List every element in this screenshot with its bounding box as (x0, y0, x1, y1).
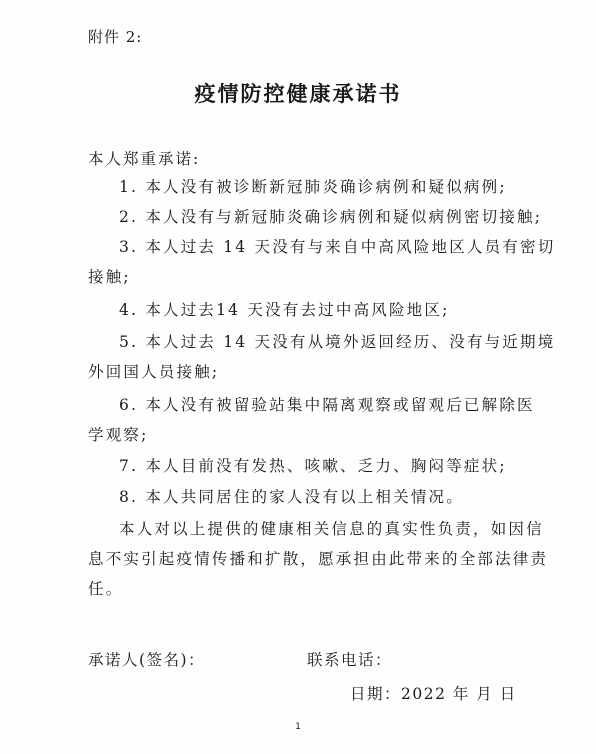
item-text-continued: 接触; (88, 268, 131, 286)
item-text: 4. 本人过去14 天没有去过中高风险地区; (119, 301, 450, 319)
commitment-item-1 (88, 172, 518, 202)
item-text: 3. 本人过去 14 天没有与来自中高风险地区人员有密切 (119, 238, 556, 256)
commitment-item-4 (88, 295, 518, 325)
item-text: 6. 本人没有被留验站集中隔离观察或留观后已解除医 (119, 396, 535, 414)
phone-label: 联系电话： (307, 651, 393, 669)
commitment-item-3 (88, 232, 556, 292)
closing-statement (88, 514, 549, 604)
commitment-item-2 (88, 202, 543, 232)
closing-line-2: 息不实引起疫情传播和扩散，愿承担由此带来的全部法律责 (88, 550, 549, 568)
item-text: 2. 本人没有与新冠肺炎确诊病例和疑似病例密切接触; (119, 208, 543, 226)
item-text-continued: 外回国人员接触; (88, 363, 220, 381)
page-number: 1 (295, 722, 301, 732)
date-label: 日期：2022 年 月 日 (350, 685, 517, 703)
item-text-continued: 学观察; (88, 426, 149, 444)
document-title: 疫情防控健康承诺书 (194, 81, 402, 106)
item-text: 8. 本人共同居住的家人没有以上相关情况。 (119, 488, 464, 506)
commitment-item-8 (88, 482, 518, 512)
closing-line-3: 任。 (88, 580, 124, 598)
commitment-item-5 (88, 327, 556, 387)
commitment-item-7 (88, 451, 518, 481)
signature-label: 承诺人(签名)： (88, 651, 206, 669)
item-text: 5. 本人过去 14 天没有从境外返回经历、没有与近期境 (119, 333, 556, 351)
intro-text: 本人郑重承诺: (88, 150, 201, 168)
attachment-label: 附件 2: (88, 28, 143, 46)
item-text: 1. 本人没有被诊断新冠肺炎确诊病例和疑似病例; (119, 178, 507, 196)
closing-line-1: 本人对以上提供的健康相关信息的真实性负责，如因信 (119, 520, 544, 538)
item-text: 7. 本人目前没有发热、咳嗽、乏力、胸闷等症状; (119, 457, 507, 475)
commitment-item-6 (88, 390, 535, 450)
